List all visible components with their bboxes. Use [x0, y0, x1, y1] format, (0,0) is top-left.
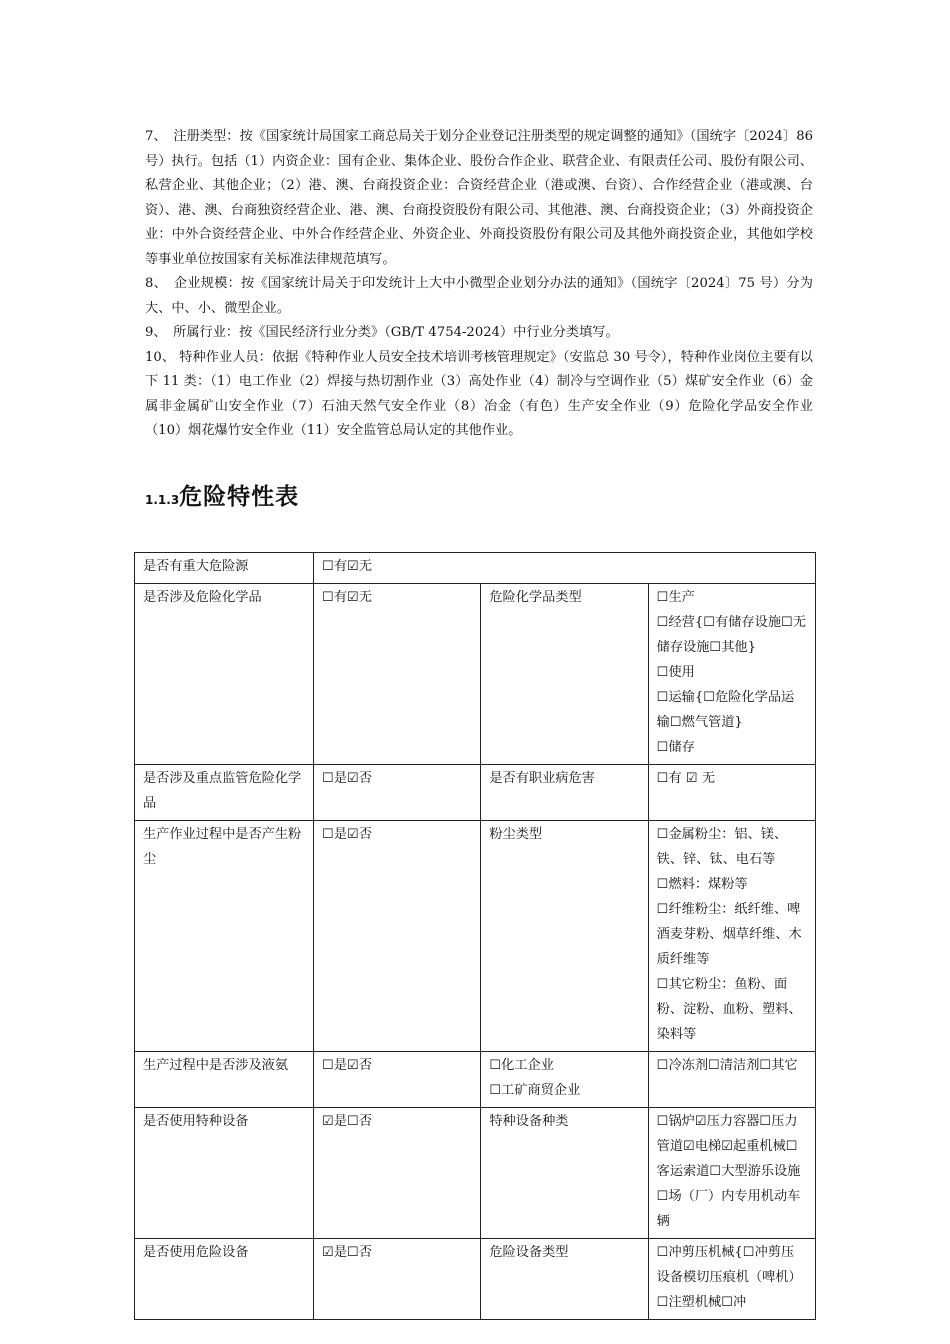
chemical-option[interactable]: ☐使用 — [656, 665, 695, 680]
chemical-option[interactable]: ☐储存 — [656, 740, 695, 755]
dust-type-options[interactable] — [648, 821, 815, 1052]
ammonia-enterprise-option[interactable]: ☐工矿商贸企业 — [489, 1083, 581, 1098]
note-item-9: 9、 所属行业：按《国民经济行业分类》（GB/T 4754-2024）中行业分类填写。 — [145, 325, 619, 340]
dust-option[interactable]: ☐纤维粉尘：纸纤维、啤酒麦芽粉、烟草纤维、木质纤维等 — [656, 902, 802, 967]
key-supervised-chemicals-label: 是否涉及重点监管危险化学品 — [135, 765, 314, 821]
key-supervised-chemicals-value[interactable]: ☐是☑否 — [314, 765, 481, 821]
dust-production-value[interactable]: ☐是☑否 — [314, 821, 481, 1052]
chemical-option[interactable]: ☐运输{☐危险化学品运输☐燃气管道} — [656, 690, 795, 730]
table-row — [135, 821, 816, 1052]
table-row — [135, 1108, 816, 1239]
chemical-type-label: 危险化学品类型 — [481, 584, 648, 765]
dangerous-equipment-value[interactable]: ☑是☐否 — [314, 1239, 481, 1320]
hazard-characteristics-table — [134, 552, 816, 1320]
section-number: 1.1.3 — [145, 493, 180, 507]
section-heading — [145, 478, 299, 511]
dust-production-label: 生产作业过程中是否产生粉尘 — [135, 821, 314, 1052]
chemical-option[interactable]: ☐生产 — [656, 590, 695, 605]
liquid-ammonia-label: 生产过程中是否涉及液氨 — [135, 1052, 314, 1108]
ammonia-enterprise-types[interactable] — [481, 1052, 648, 1108]
dangerous-equipment-type-label: 危险设备类型 — [481, 1239, 648, 1320]
special-equipment-value[interactable]: ☑是☐否 — [314, 1108, 481, 1239]
occupational-hazard-value[interactable]: ☐有 ☑ 无 — [648, 765, 815, 821]
table-row — [135, 765, 816, 821]
chemical-type-options[interactable] — [648, 584, 815, 765]
table-row — [135, 584, 816, 765]
section-title: 危险特性表 — [179, 484, 300, 510]
major-hazard-value[interactable]: ☐有☑无 — [314, 553, 816, 584]
special-equipment-options[interactable]: ☐锅炉☑压力容器☐压力管道☑电梯☑起重机械☐客运索道☐大型游乐设施☐场（厂）内专用机动车辆 — [648, 1108, 815, 1239]
dangerous-equipment-label: 是否使用危险设备 — [135, 1239, 314, 1320]
dust-type-label: 粉尘类型 — [481, 821, 648, 1052]
notes-section — [145, 125, 813, 444]
dust-option[interactable]: ☐燃料：煤粉等 — [656, 877, 748, 892]
dust-option[interactable]: ☐其它粉尘：鱼粉、面粉、淀粉、血粉、塑料、染料等 — [656, 977, 802, 1042]
table-row — [135, 1239, 816, 1320]
note-item-8: 8、 企业规模：按《国家统计局关于印发统计上大中小微型企业划分办法的通知》（国统字〔2024〕75 号）分为大、中、小、微型企业。 — [145, 276, 813, 316]
note-item-7: 7、 注册类型：按《国家统计局国家工商总局关于划分企业登记注册类型的规定调整的通知》（国统字〔2024〕86 号）执行。包括（1）内资企业：国有企业、集体企业、股份合作企业、联营企业、有限责任公司、股份有限公司、私营企业、其他企业；（2）港、澳、台商投资企业：合资经营企业（港或澳、台资）、合作经营企业（港或澳、台资）、港、澳、台商独资经营企业、港、澳、台商投资股份有限公司、其他港、澳、台商投资企业；（3）外商投资企业：中外合资经营企业、中外合作经营企业、外资企业、外商投资股份有限公司及其他外商投资企业，其他如学校等事业单位按国家有关标准法律规范填写。 — [145, 129, 813, 267]
occupational-hazard-label: 是否有职业病危害 — [481, 765, 648, 821]
table-row — [135, 1052, 816, 1108]
major-hazard-label: 是否有重大危险源 — [135, 553, 314, 584]
note-item-10: 10、 特种作业人员：依据《特种作业人员安全技术培训考核管理规定》（安监总 30 号令），特种作业岗位主要有以下 11 类：（1）电工作业（2）焊接与热切割作业（3）高处作业（4）制冷与空调作业（5）煤矿安全作业（6）金属非金属矿山安全作业（7）石油天然气安全作业（8）冶金（有色）生产安全作业（9）危险化学品安全作业（10）烟花爆竹安全作业（11）安全监管总局认定的其他作业。 — [145, 349, 813, 438]
dangerous-equipment-options[interactable]: ☐冲剪压机械{☐冲剪压设备模切压痕机（啤机）☐注塑机械☐冲 — [648, 1239, 815, 1320]
hazardous-chemicals-value[interactable]: ☐有☑无 — [314, 584, 481, 765]
dust-option[interactable]: ☐金属粉尘：铝、镁、铁、锌、钛、电石等 — [656, 827, 788, 867]
table-row — [135, 553, 816, 584]
ammonia-uses[interactable]: ☐冷冻剂☐清洁剂☐其它 — [648, 1052, 815, 1108]
special-equipment-type-label: 特种设备种类 — [481, 1108, 648, 1239]
ammonia-enterprise-option[interactable]: ☐化工企业 — [489, 1058, 554, 1073]
special-equipment-label: 是否使用特种设备 — [135, 1108, 314, 1239]
hazardous-chemicals-label: 是否涉及危险化学品 — [135, 584, 314, 765]
chemical-option[interactable]: ☐经营{☐有储存设施☐无储存设施☐其他} — [656, 615, 807, 655]
liquid-ammonia-value[interactable]: ☐是☑否 — [314, 1052, 481, 1108]
